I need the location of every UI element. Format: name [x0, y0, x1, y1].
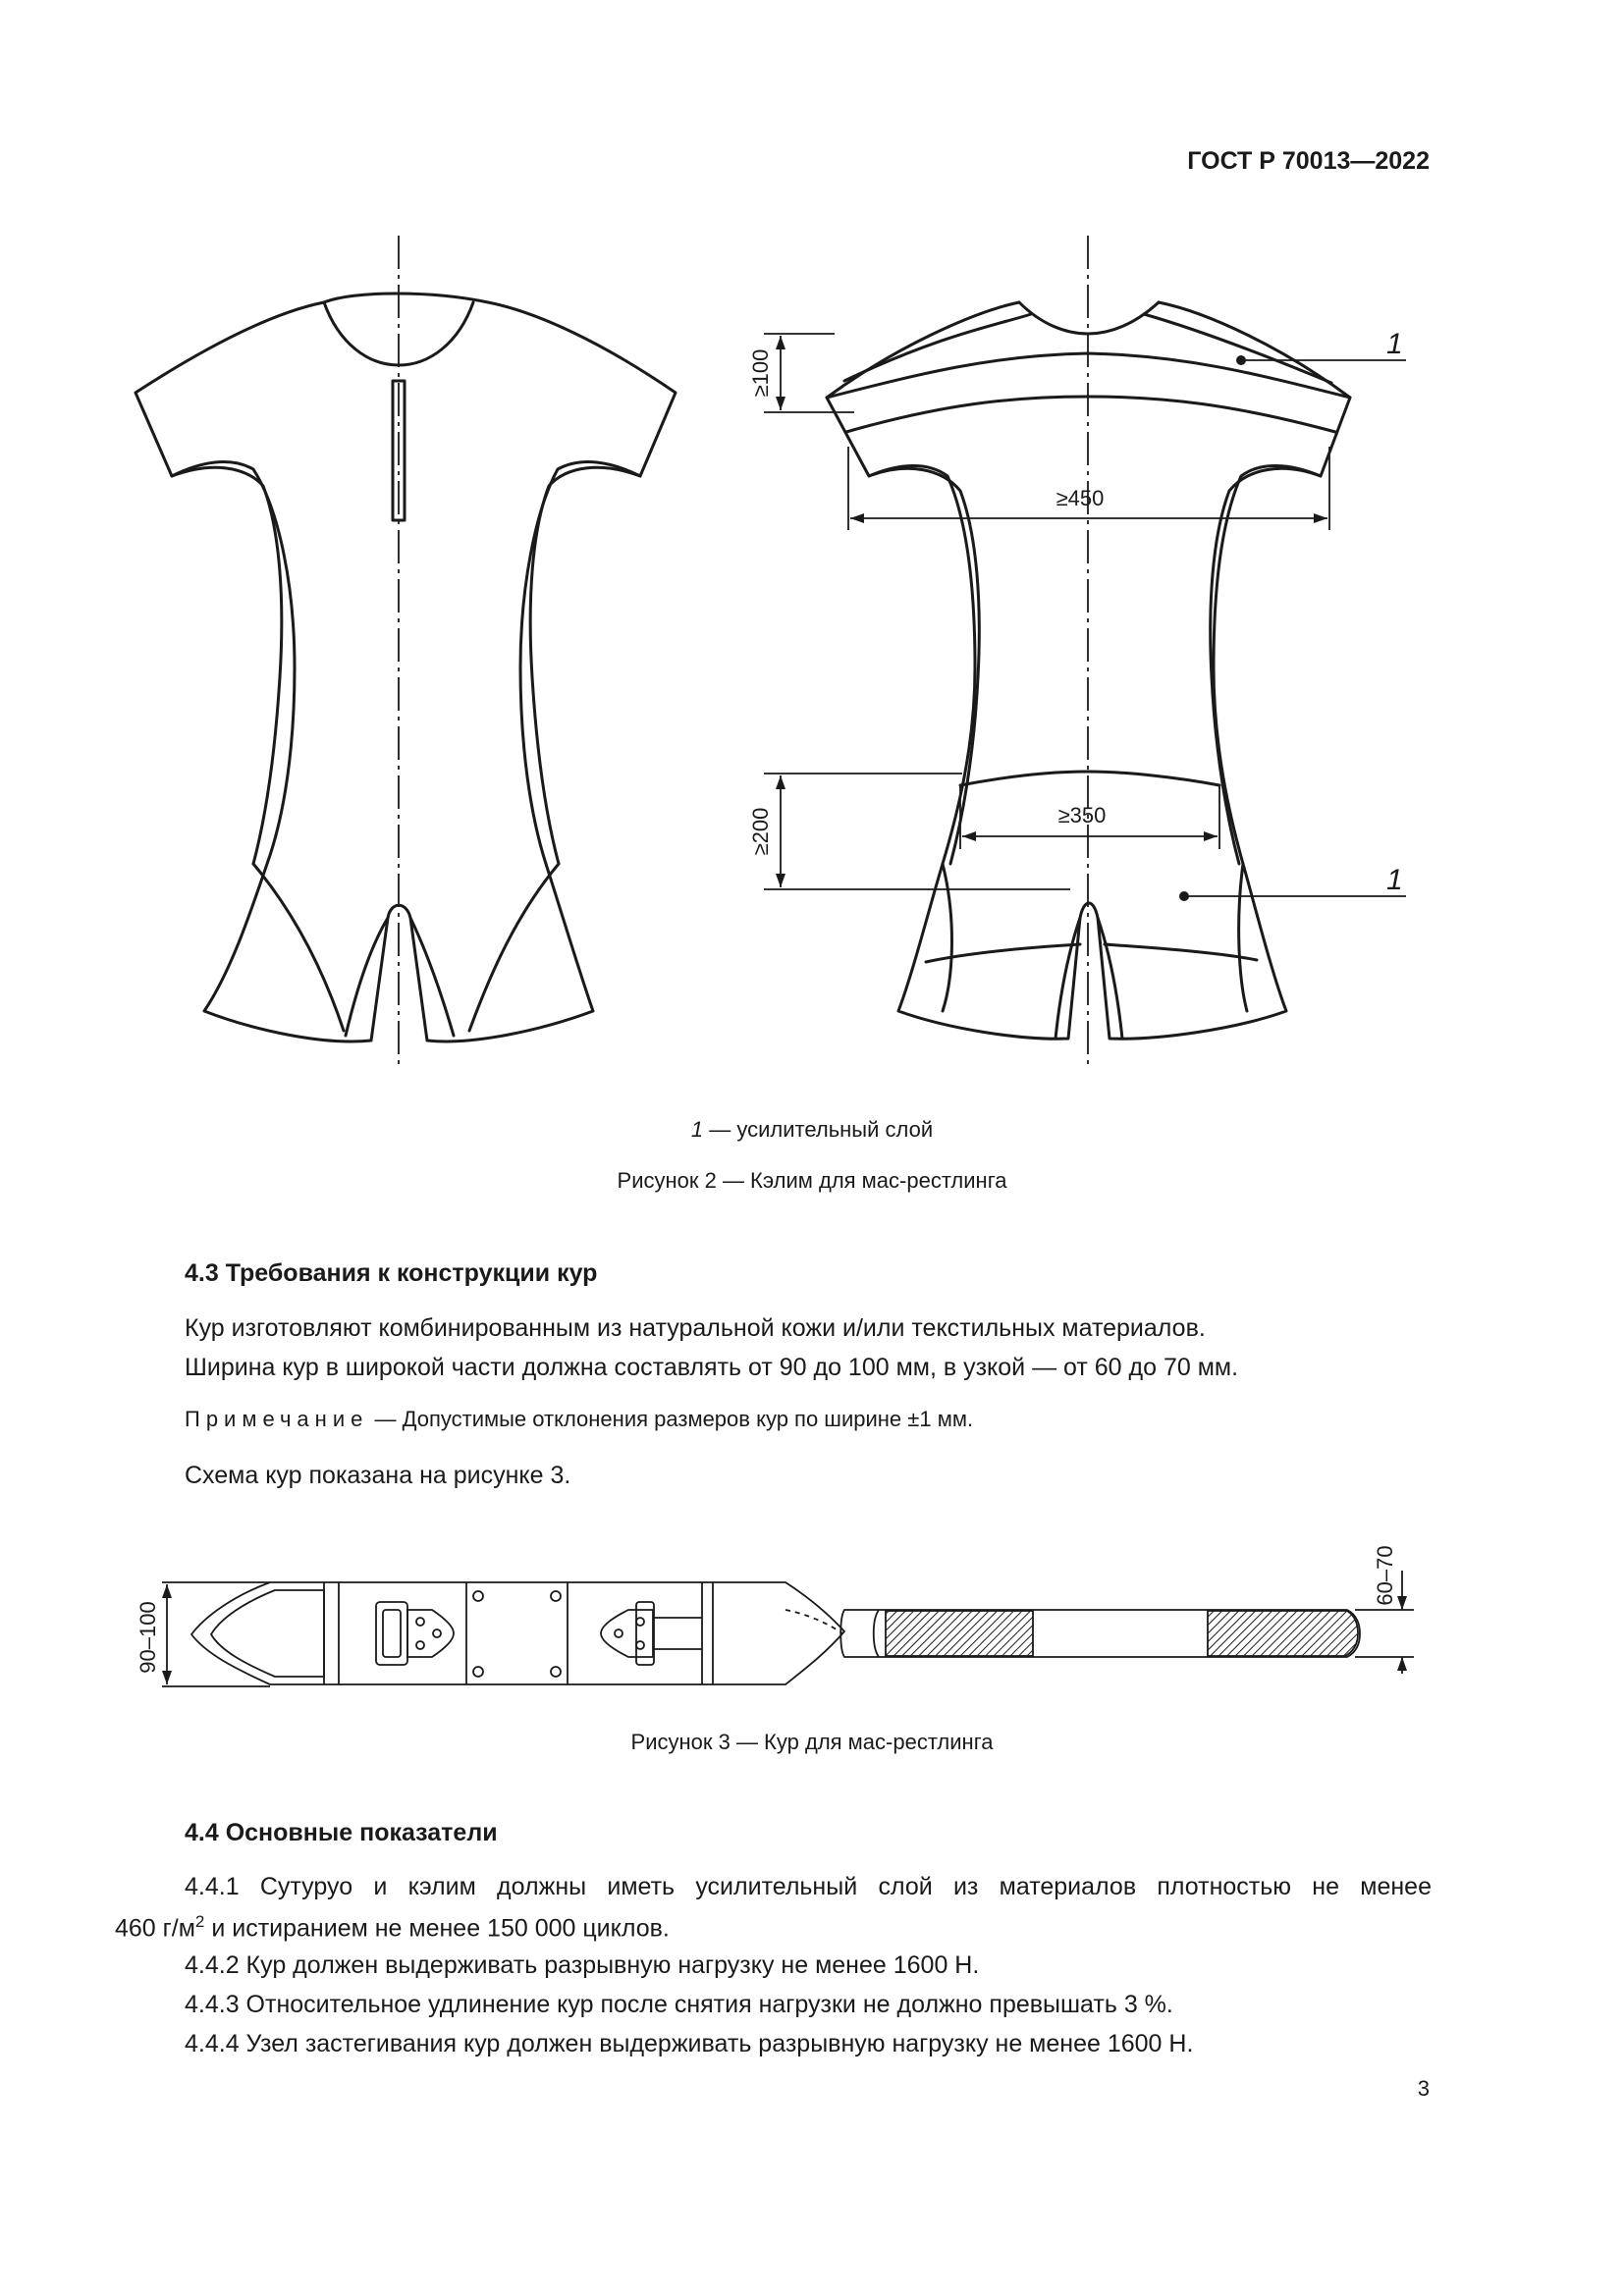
callout-1-lower: 1: [1386, 864, 1403, 896]
legend-number: 1: [690, 1117, 704, 1142]
paragraph-4-4-4: 4.4.4 Узел застегивания кур должен выдерживать разрывную нагрузку не менее 1600 Н.: [185, 2030, 1194, 2057]
back-view-suit: [748, 236, 1406, 1070]
note-text: — Допустимые отклонения размеров кур по ширине ±1 мм.: [368, 1407, 974, 1431]
note-label: Примечание: [185, 1407, 369, 1431]
standard-code: ГОСТ Р 70013—2022: [1187, 147, 1430, 175]
section-4-4-heading: 4.4 Основные показатели: [185, 1819, 498, 1846]
abrasion-text: и истиранием не менее 150 000 циклов.: [204, 1914, 670, 1943]
section-4-3-para-line-1: Кур изготовляют комбинированным из натуральной кожи и/или текстильных материалов.: [185, 1314, 1206, 1342]
front-view-suit: [135, 236, 676, 1070]
figure-2-legend: [0, 1117, 1624, 1143]
paragraph-4-4-3: 4.4.3 Относительное удлинение кур после снятия нагрузки не должно превышать 3 %.: [185, 1991, 1173, 2018]
dim-narrow-label: 60–70: [1373, 1545, 1397, 1606]
paragraph-4-4-2: 4.4.2 Кур должен выдерживать разрывную нагрузку не менее 1600 Н.: [185, 1951, 980, 1979]
section-4-3-heading: 4.3 Требования к конструкции кур: [185, 1259, 598, 1287]
superscript: 2: [194, 1912, 205, 1931]
callout-1-upper: 1: [1386, 328, 1403, 360]
figure-2-drawing: [0, 0, 1624, 1099]
section-4-3-para-2: Схема кур показана на рисунке 3.: [185, 1462, 571, 1489]
dim-wide-label: 90–100: [135, 1601, 160, 1674]
paragraph-4-4-1-line-1: 4.4.1 Сутуруо и кэлим должны иметь усилительный слой из материалов плотностью не менее: [185, 1873, 1432, 1900]
dim-chest-label: ≥450: [1056, 486, 1105, 510]
figure-3-drawing: [0, 1531, 1624, 1708]
legend-text: — усилительный слой: [703, 1117, 934, 1142]
dim-hip-height-label: ≥200: [748, 807, 773, 856]
dim-shoulder-label: ≥100: [748, 348, 773, 398]
figure-3-caption: Рисунок 3 — Кур для мас-рестлинга: [630, 1730, 994, 1754]
figure-2-caption: Рисунок 2 — Кэлим для мас-рестлинга: [617, 1168, 1007, 1193]
paragraph-4-4-1-line-2: [115, 1912, 670, 1943]
note: [185, 1407, 973, 1432]
dim-hip-width-label: ≥350: [1057, 803, 1107, 828]
density-value: 460 г/м: [115, 1914, 195, 1943]
page-number: 3: [1417, 2076, 1430, 2101]
section-4-3-para-line-2: Ширина кур в широкой части должна составлять от 90 до 100 мм, в узкой — от 60 до 70 мм.: [185, 1354, 1239, 1381]
